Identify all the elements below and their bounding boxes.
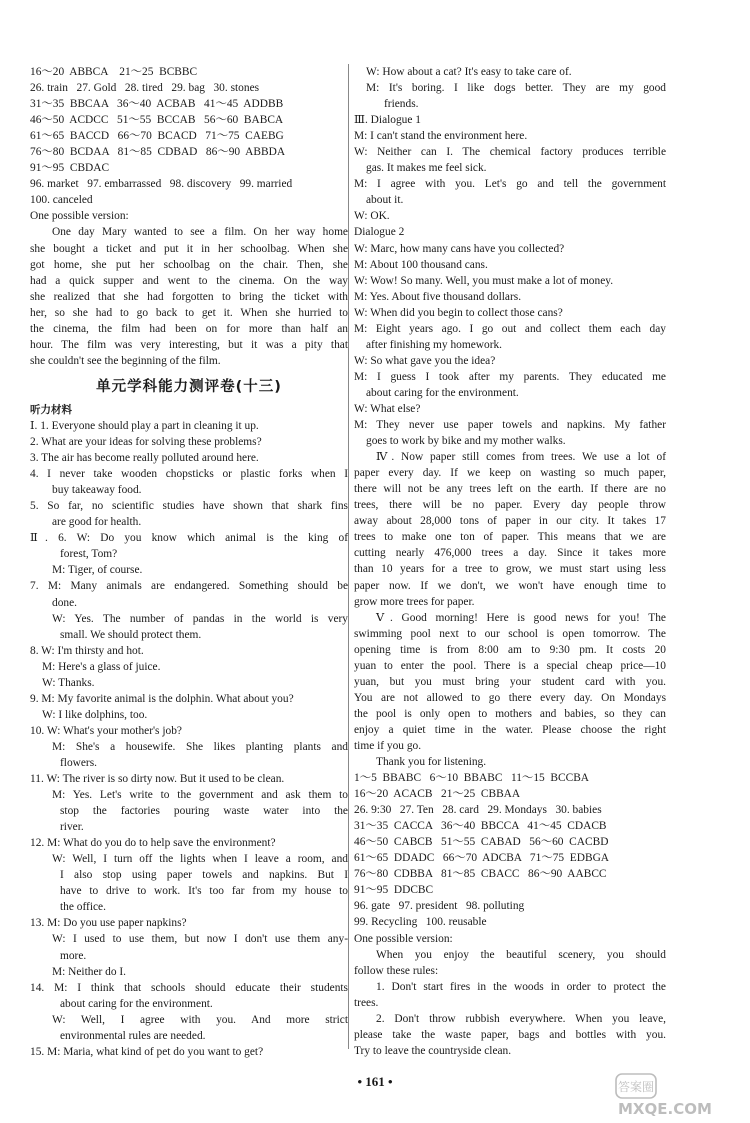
text-line: M: Eight years ago. I go out and collect them each day [354, 322, 666, 335]
transcript-line: 9. M: My favorite animal is the dolphin. What about you? [30, 692, 294, 705]
essay-line: she bought a ticket and put it in her schoolbag. When she [30, 242, 348, 255]
answer-line: One possible version: [30, 210, 129, 223]
sample-essay-12 [30, 224, 348, 368]
transcript-line: flowers. [60, 756, 98, 769]
transcript-line: W: Yes. The number of pandas in the world is very [52, 612, 348, 625]
answer-line: 16～20 ABBCA 21～25 BCBBC [30, 66, 198, 78]
transcript-line: I also stop using paper towels and napkins. But I [60, 869, 348, 882]
transcript-line: the office. [60, 901, 106, 914]
text-line: away about 28,000 tons of paper in our city. It takes 17 [354, 515, 666, 528]
text-line: grow more trees for paper. [354, 595, 475, 608]
text-line: yuan, but you must bring your student card with you. [354, 675, 666, 688]
text-line: 99. Recycling 100. reusable [354, 916, 487, 929]
text-line: swimming pool next to our school is open tomorrow. The [354, 627, 666, 640]
right-column [354, 64, 666, 1059]
transcript-line: have to drive to work. It's too far from my house to [60, 885, 348, 898]
transcript-line: M: Tiger, of course. [52, 564, 143, 577]
text-line: about it. [366, 194, 404, 207]
transcript-line: M: Yes. Let's write to the government and ask them to [52, 789, 348, 802]
transcript-line: 3. The air has become really polluted around here. [30, 452, 259, 465]
text-line: 26. 9:30 27. Ten 28. card 29. Mondays 30. babies [354, 804, 602, 817]
text-line: When you enjoy the beautiful scenery, you should [376, 948, 666, 961]
text-line: M: I agree with you. Let's go and tell the government [354, 178, 666, 191]
text-line: time if you go. [354, 739, 422, 752]
essay-line: her, so she had to go back to get it. When she hurried to [30, 306, 348, 319]
text-line: M: I can't stand the environment here. [354, 130, 528, 143]
section-heading: 单元学科能力测评卷(十三) [96, 378, 282, 395]
text-line: W: What else? [354, 402, 421, 415]
text-line: about caring for the environment. [366, 386, 519, 399]
essay-line: she couldn't see the beginning of the film. [30, 354, 221, 367]
essay-line: she realized that she had forgotten to bring the ticket with [30, 290, 348, 303]
answer-line: 61～65 BACCD 66～70 BCACD 71～75 CAEBG [30, 130, 284, 143]
text-line: One possible version: [354, 932, 453, 945]
answer-line: 91～95 CBDAC [30, 162, 110, 175]
transcript-line: 11. W: The river is so dirty now. But it used to be clean. [30, 773, 285, 786]
transcript-line: 4. I never take wooden chopsticks or plastic forks when I [30, 468, 348, 481]
text-line: cutting nearly 476,000 trees a day. Since it takes more [354, 547, 666, 560]
transcript-line: M: Here's a glass of juice. [42, 660, 161, 673]
text-line: 31～35 CACCA 36～40 BBCCA 41～45 CDACB [354, 820, 607, 833]
watermark-logo-glyphs: 答案圈 [617, 1080, 655, 1094]
text-line: W: OK. [354, 210, 390, 223]
transcript-line: 12. M: What do you do to help save the environment? [30, 837, 276, 850]
transcript-line: river. [60, 821, 84, 834]
essay-line: the cinema, the film had been on for more than half an [30, 322, 348, 335]
transcript-line: buy takeaway food. [52, 484, 142, 497]
text-line: than 10 years for a tree to grow, we must start using less [354, 563, 666, 576]
text-line: 2. Don't throw rubbish everywhere. When you leave, [376, 1012, 666, 1025]
text-line: yuan to enter the pool. There is a special cheap price—10 [354, 659, 666, 672]
text-line: Thank you for listening. [376, 756, 487, 769]
text-line: 61～65 DDADC 66～70 ADCBA 71～75 EDBGA [354, 852, 610, 865]
text-line: 46～50 CABCB 51～55 CABAD 56～60 CACBD [354, 836, 609, 849]
transcript-line: 2. What are your ideas for solving these problems? [30, 436, 262, 449]
text-line: gas. It makes me feel sick. [366, 162, 487, 175]
answer-line: 76～80 BCDAA 81～85 CDBAD 86～90 ABBDA [30, 146, 286, 159]
text-line: paper now. If we don't, we won't have enough time to [354, 579, 666, 592]
text-line: M: They never use paper towels and napkins. My father [354, 419, 666, 432]
text-line: W: Marc, how many cans have you collected? [354, 242, 565, 255]
text-line: after finishing my homework. [366, 338, 503, 351]
text-line: 76～80 CDBBA 81～85 CBACC 86～90 AABCC [354, 868, 607, 881]
transcript-line: small. We should protect them. [60, 628, 202, 641]
text-line: 91～95 DDCBC [354, 884, 434, 897]
transcript-line: 15. M: Maria, what kind of pet do you want to get? [30, 1045, 264, 1058]
transcript-line: 8. W: I'm thirsty and hot. [30, 644, 144, 657]
text-line: W: Wow! So many. Well, you must make a lot of money. [354, 274, 614, 287]
listening-material-subheading: 听力材料 [30, 403, 72, 416]
text-line: 96. gate 97. president 98. polluting [354, 900, 525, 913]
text-line: trees to make one ton of paper. This means that we are [354, 531, 666, 544]
text-line: M: Yes. About five thousand dollars. [354, 290, 522, 303]
text-line: M: I guess I took after my parents. They educated me [354, 370, 666, 383]
watermark-text: MXQE.COM [618, 1100, 712, 1118]
text-line: Ⅳ. Now paper still comes from trees. We use a lot of [376, 451, 666, 464]
transcript-line: done. [52, 596, 77, 609]
text-line: there will not be any trees left on the earth. If there are no [354, 483, 666, 496]
text-line: Ⅲ. Dialogue 1 [354, 114, 421, 127]
essay-line: got home, she put her schoolbag on the chair. Then, she [30, 258, 348, 271]
transcript-line: Ⅱ. 6. W: Do you know which animal is the king of [30, 532, 348, 545]
transcript-line: W: Well, I turn off the lights when I leave a room, and [52, 853, 348, 866]
essay-line: hour. The film was very interesting, but it was a pity that [30, 338, 348, 351]
essay-line: had a quick supper and went to the cinema. On the way [30, 274, 348, 287]
text-line: the pool is only open to mothers and babies, so they can [354, 707, 666, 720]
transcript-line: W: I like dolphins, too. [42, 708, 148, 721]
text-line: friends. [384, 98, 419, 111]
answer-line: 96. market 97. embarrassed 98. discovery 99. married [30, 178, 293, 191]
transcript-line: M: Neither do I. [52, 965, 127, 978]
transcript-line: W: Thanks. [42, 676, 95, 689]
listening-transcript [30, 418, 348, 1060]
text-line: 1～5 BBABC 6～10 BBABC 11～15 BCCBA [354, 772, 590, 785]
essay-line: One day Mary wanted to see a film. On her way home [52, 226, 348, 239]
transcript-line: M: She's a housewife. She likes planting plants and [52, 740, 348, 753]
transcript-line: more. [60, 949, 87, 962]
text-line: W: Neither can I. The chemical factory produces terrible [354, 146, 666, 159]
text-line: please take the waste paper, bags and bottles with you. [354, 1028, 666, 1041]
page-number: • 161 • [357, 1074, 393, 1089]
watermark-logo [614, 1072, 740, 1118]
text-line: goes to work by bike and my mother walks. [366, 435, 566, 448]
text-line: Ⅴ. Good morning! Here is good news for you! The [376, 611, 666, 624]
text-line: trees, there will be no paper. Every day people throw [354, 499, 666, 512]
text-line: 1. Don't start fires in the woods in order to protect the [376, 980, 666, 993]
text-line: You are not allowed to go there every day. On Mondays [354, 691, 666, 704]
answer-key-block-12 [30, 64, 348, 224]
text-line: W: When did you begin to collect those cans? [354, 306, 563, 319]
text-line: follow these rules: [354, 964, 439, 977]
text-line: M: It's boring. I like dogs better. They are my good [366, 82, 666, 95]
left-column [30, 64, 348, 1060]
answer-line: 100. canceled [30, 194, 93, 207]
transcript-line: forest, Tom? [60, 548, 118, 561]
text-line: Dialogue 2 [354, 226, 405, 239]
transcript-line: are good for health. [52, 516, 142, 529]
transcript-line: W: I used to use them, but now I don't use them any- [52, 933, 348, 946]
text-line: M: About 100 thousand cans. [354, 258, 488, 271]
text-line: Try to leave the countryside clean. [354, 1044, 512, 1057]
transcript-line: environmental rules are needed. [60, 1029, 206, 1042]
text-line: opening time is from 8:00 am to 9:30 pm. It costs 20 [354, 643, 666, 656]
transcript-line: 10. W: What's your mother's job? [30, 724, 182, 737]
text-line: W: How about a cat? It's easy to take care of. [366, 66, 572, 78]
text-line: trees. [354, 996, 379, 1009]
text-line: 16～20 ACACB 21～25 CBBAA [354, 788, 521, 801]
transcript-line: stop the factories pouring waste water into the [60, 805, 348, 818]
column-divider [348, 64, 349, 1049]
transcript-line: 13. M: Do you use paper napkins? [30, 917, 187, 930]
transcript-line: about caring for the environment. [60, 997, 213, 1010]
answer-line: 46～50 ACDCC 51～55 BCCAB 56～60 BABCA [30, 114, 284, 127]
transcript-line: 7. M: Many animals are endangered. Something should be [30, 580, 348, 593]
text-line: W: So what gave you the idea? [354, 354, 496, 367]
text-line: paper every day. If we keep on wasting so much paper, [354, 467, 666, 480]
transcript-line: 14. M: I think that schools should educate their students [30, 981, 348, 994]
transcript-line: W: Well, I agree with you. And more strict [52, 1013, 348, 1026]
answer-line: 26. train 27. Gold 28. tired 29. bag 30. stones [30, 82, 260, 95]
text-line: enjoy a quiet time in the water. Please choose the right [354, 723, 666, 736]
transcript-line: Ⅰ. 1. Everyone should play a part in cleaning it up. [30, 419, 259, 432]
transcript-line: 5. So far, no scientific studies have shown that shark fins [30, 500, 348, 513]
answer-line: 31～35 BBCAA 36～40 ACBAB 41～45 ADDBB [30, 98, 284, 111]
right-column-text [354, 64, 666, 1059]
